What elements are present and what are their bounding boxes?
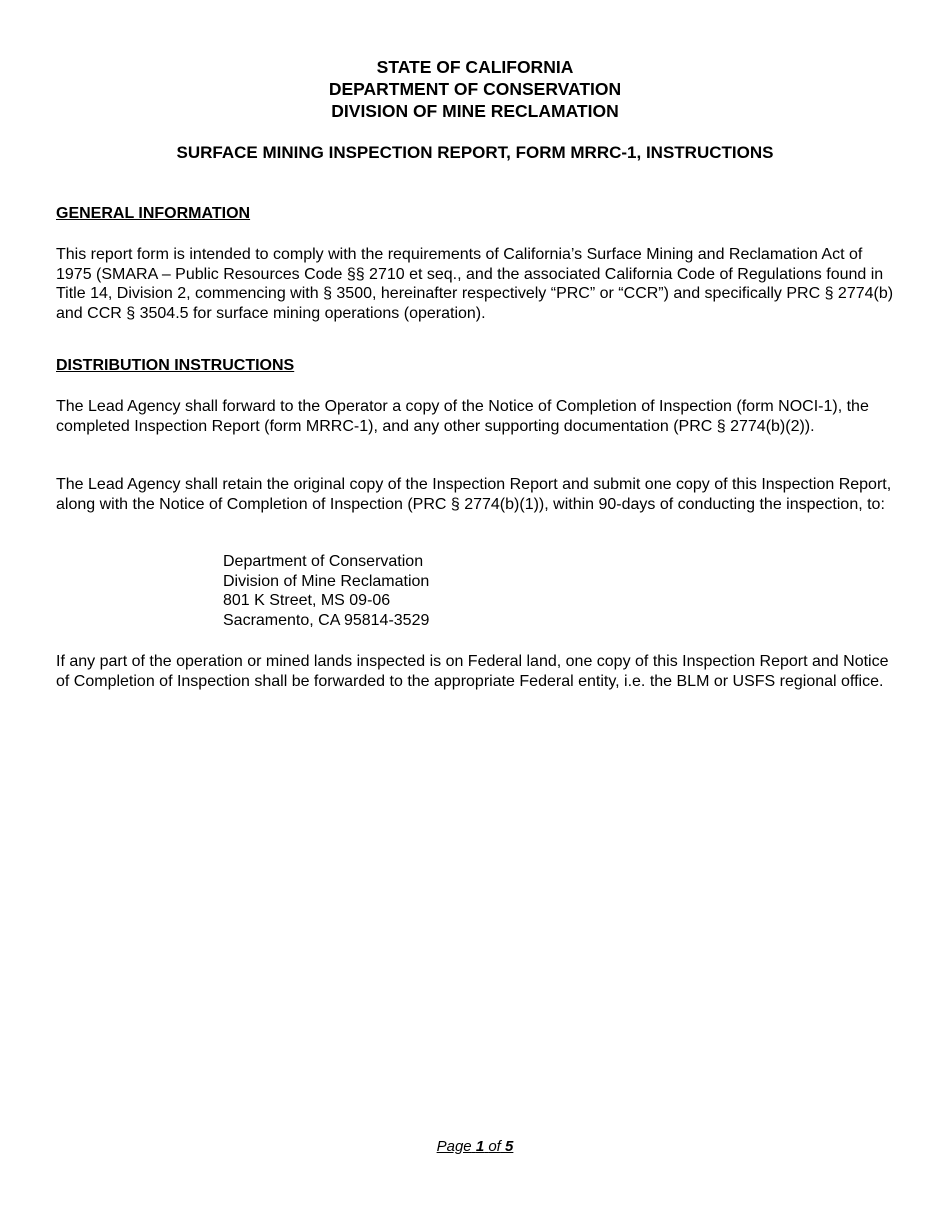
address-line-2: Division of Mine Reclamation <box>223 572 430 590</box>
header-state: STATE OF CALIFORNIA <box>376 57 574 77</box>
page-label: Page <box>436 1138 472 1155</box>
document-header <box>0 56 950 122</box>
general-information-paragraph: This report form is intended to comply with the requirements of California’s Surface Mining and Reclamation Act of 1975 (SMARA – Public Resources Code §§ 2710 et seq., and the associated California Code of Regulations found in Title 14, Division 2, commencing with § 3500, hereinafter respectively “PRC” or “CCR”) and specifically PRC § 2774(b) and CCR § 3504.5 for surface mining operations (operation). <box>56 246 894 322</box>
address-line-4: Sacramento, CA 95814-3529 <box>223 611 430 629</box>
address-line-3: 801 K Street, MS 09-06 <box>223 592 391 610</box>
header-department: DEPARTMENT OF CONSERVATION <box>328 79 622 99</box>
page-number <box>0 1137 950 1157</box>
of-label: of <box>488 1138 501 1155</box>
document-title: SURFACE MINING INSPECTION REPORT, FORM MRRC-1, INSTRUCTIONS <box>176 143 774 162</box>
address-line-1: Department of Conservation <box>223 553 424 570</box>
current-page: 1 <box>475 1138 485 1155</box>
header-division: DIVISION OF MINE RECLAMATION <box>331 101 619 121</box>
distribution-paragraph-3: If any part of the operation or mined lands inspected is on Federal land, one copy of this Inspection Report and Notice of Completion of Inspection shall be forwarded to the appropriate Federal entity, i.e. the BLM or USFS regional office. <box>56 653 889 690</box>
distribution-paragraph-1: The Lead Agency shall forward to the Operator a copy of the Notice of Completion of Inspection (form NOCI-1), the completed Inspection Report (form MRRC-1), and any other supporting documentation (PRC § 2774(b)(2)). <box>56 398 869 435</box>
mailing-address <box>223 552 429 630</box>
general-information-heading: GENERAL INFORMATION <box>56 205 251 222</box>
distribution-paragraph-2: The Lead Agency shall retain the original copy of the Inspection Report and submit one copy of this Inspection Report, along with the Notice of Completion of Inspection (PRC § 2774(b)(1)), within 90-days of conducting the inspection, to: <box>56 476 892 513</box>
distribution-instructions-heading: DISTRIBUTION INSTRUCTIONS <box>56 357 295 374</box>
total-pages: 5 <box>505 1138 514 1155</box>
